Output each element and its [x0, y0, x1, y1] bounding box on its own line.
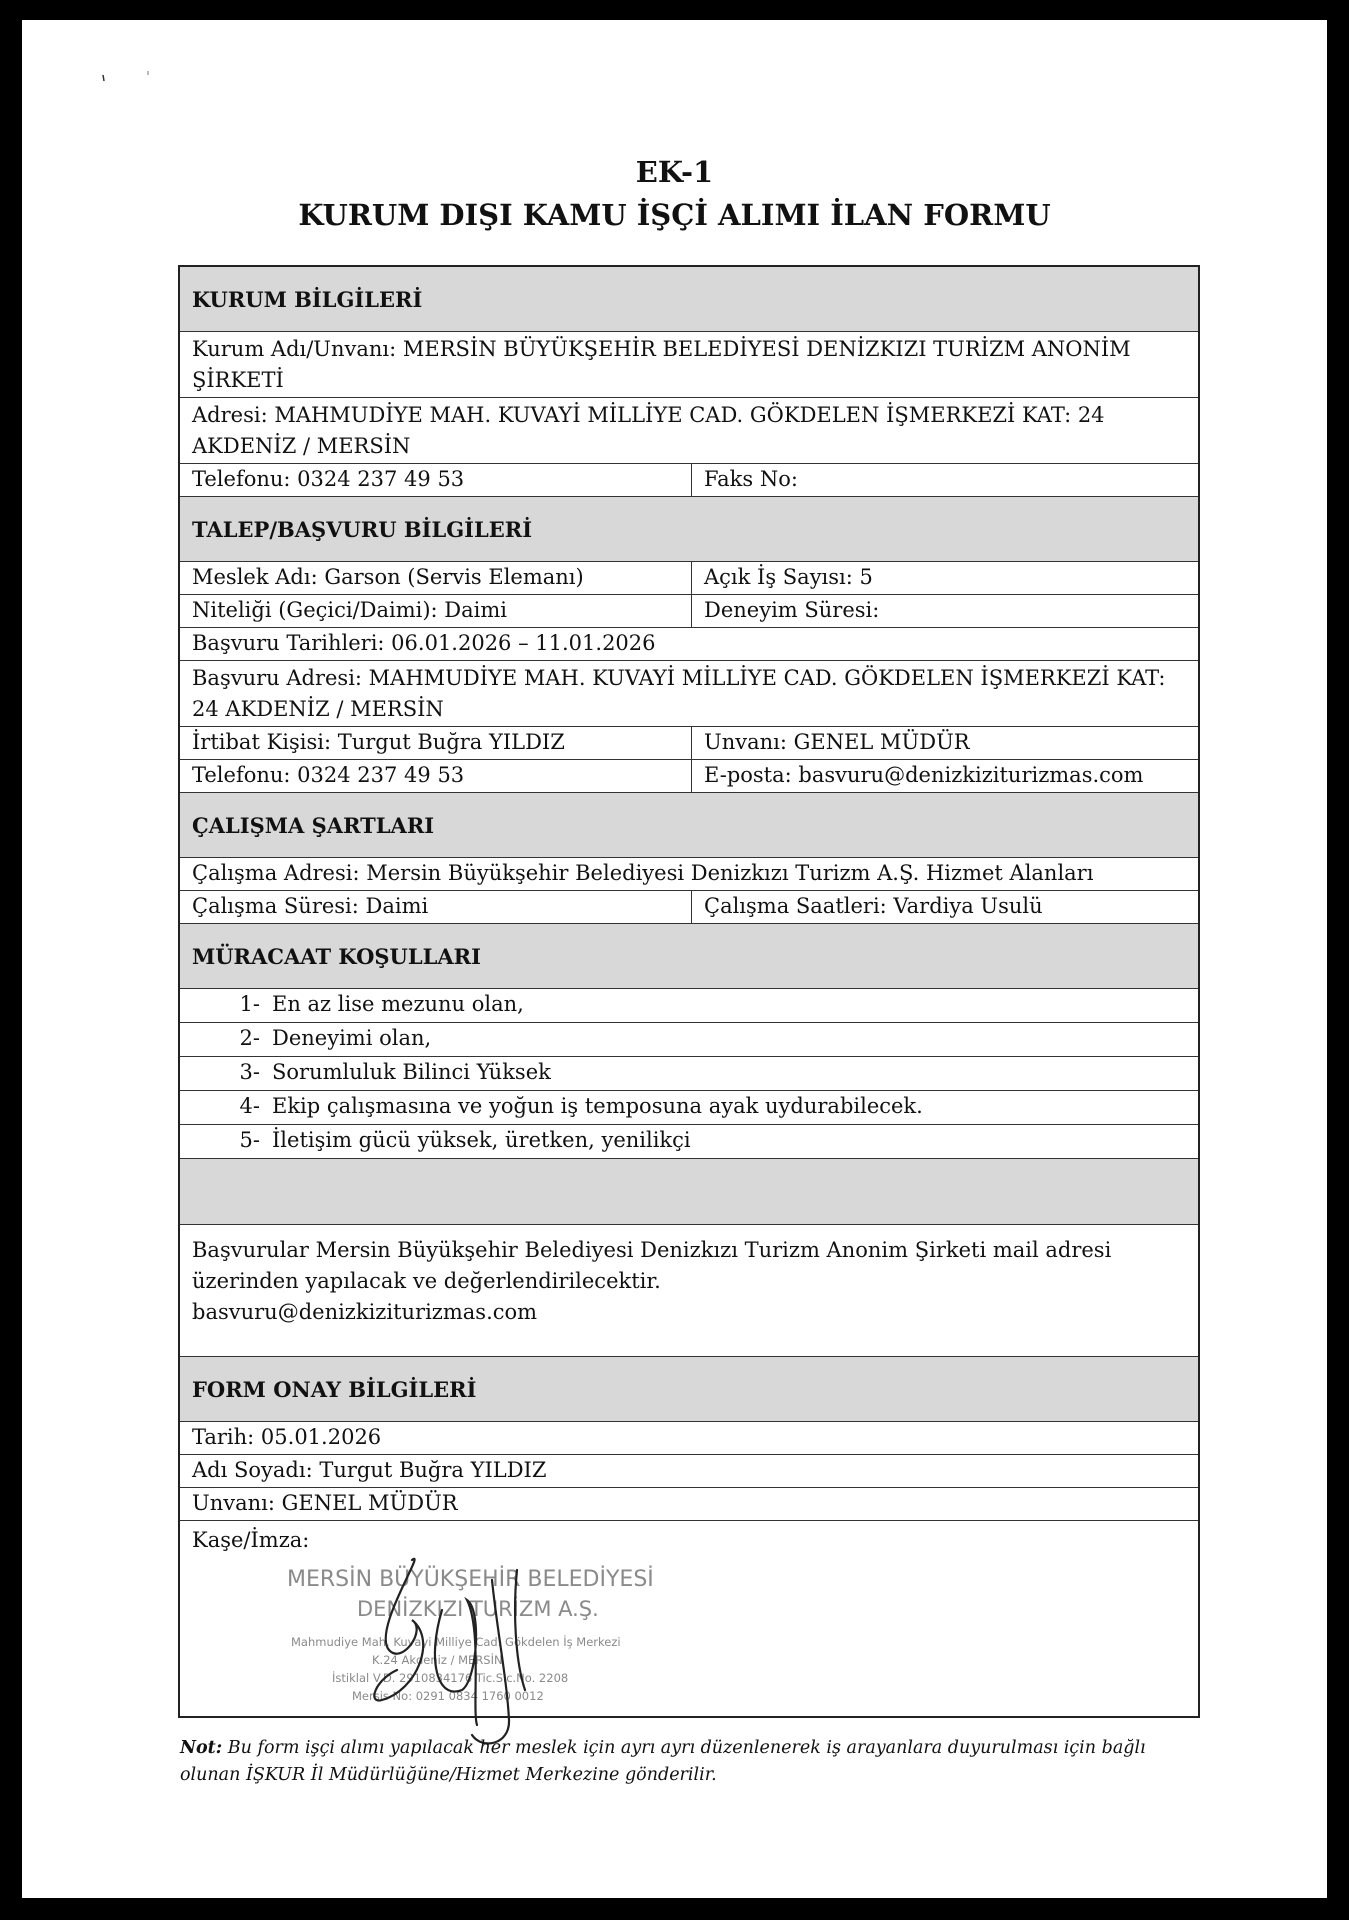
condition-text: Sorumluluk Bilinci Yüksek — [272, 1060, 551, 1084]
calisma-suresi: Çalışma Süresi: Daimi — [180, 891, 692, 923]
application-note — [180, 1225, 1198, 1357]
row-calisma-sure — [180, 891, 1198, 924]
condition-number: 1- — [239, 992, 260, 1016]
kurum-name: Kurum Adı/Unvanı: MERSİN BÜYÜKŞEHİR BELEDİYESİ DENİZKIZI TURİZM ANONİM ŞİRKETİ — [192, 337, 1131, 392]
calisma-saatleri: Çalışma Saatleri: Vardiya Usulü — [704, 894, 1043, 918]
condition-item — [180, 1057, 1198, 1090]
condition-item — [180, 989, 1198, 1022]
document-page — [22, 20, 1327, 1898]
basvuru-tarihleri: Başvuru Tarihleri: 06.01.2026 – 11.01.2026 — [192, 631, 656, 655]
company-stamp — [277, 1550, 697, 1750]
row-kurum-address — [180, 398, 1198, 464]
footnote-text: Bu form işçi alımı yapılacak her meslek için ayrı ayrı düzenlenerek iş arayanlara duyurulması için bağlı olunan İŞKUR İl Müdürlüğüne/Hizmet Merkezine gönderilir. — [180, 1738, 1146, 1785]
stamp-line: Mersis No: 0291 0834 1760 0012 — [352, 1689, 544, 1703]
condition-text: İletişim gücü yüksek, üretken, yenilikçi — [272, 1128, 691, 1152]
row-nitelik — [180, 595, 1198, 628]
section-muracaat-header: MÜRACAAT KOŞULLARI — [180, 924, 1198, 989]
kurum-fax: Faks No: — [704, 467, 798, 491]
talep-eposta: E-posta: basvuru@denizkiziturizmas.com — [704, 763, 1144, 787]
stamp-line: Mahmudiye Mah. Kuvayi Milliye Cad. Gökdelen İş Merkezi — [291, 1635, 621, 1649]
note-line: Başvurular Mersin Büyükşehir Belediyesi Denizkızı Turizm Anonim Şirketi mail adresi — [192, 1238, 1112, 1262]
section-calisma-header: ÇALIŞMA ŞARTLARI — [180, 793, 1198, 858]
condition-number: 2- — [239, 1026, 260, 1050]
row-onay-unvan — [180, 1488, 1198, 1521]
kase-imza-label: Kaşe/İmza: — [192, 1528, 310, 1552]
irtibat-kisisi: İrtibat Kişisi: Turgut Buğra YILDIZ — [180, 727, 692, 759]
condition-text: Deneyimi olan, — [272, 1026, 432, 1050]
meslek-adi: Meslek Adı: Garson (Servis Elemanı) — [180, 562, 692, 594]
stamp-line: K.24 Akdeniz / MERSİN — [372, 1653, 503, 1667]
kurum-address: Adresi: MAHMUDİYE MAH. KUVAYİ MİLLİYE CAD. GÖKDELEN İŞMERKEZİ KAT: 24 AKDENİZ / MERSİN — [192, 403, 1105, 458]
application-form — [178, 265, 1200, 1718]
condition-number: 5- — [239, 1128, 260, 1152]
onay-adi-soyadi: Adı Soyadı: Turgut Buğra YILDIZ — [192, 1458, 547, 1482]
condition-row — [180, 1091, 1198, 1125]
condition-row — [180, 1125, 1198, 1159]
condition-row — [180, 1023, 1198, 1057]
document-title: KURUM DIŞI KAMU İŞÇİ ALIMI İLAN FORMU — [298, 198, 1051, 232]
note-email: basvuru@denizkiziturizmas.com — [192, 1300, 538, 1324]
row-onay-adi — [180, 1455, 1198, 1488]
kurum-phone: Telefonu: 0324 237 49 53 — [180, 464, 692, 496]
row-irtibat — [180, 727, 1198, 760]
footnote — [180, 1735, 1205, 1789]
row-calisma-adresi — [180, 858, 1198, 891]
blank-gray-band — [180, 1159, 1198, 1225]
deneyim-suresi: Deneyim Süresi: — [704, 598, 880, 622]
section-talep-header: TALEP/BAŞVURU BİLGİLERİ — [180, 497, 1198, 562]
condition-number: 3- — [239, 1060, 260, 1084]
stamp-line: DENİZKIZI TURİZM A.Ş. — [357, 1597, 599, 1621]
footnote-label: Not: — [180, 1738, 223, 1758]
row-iletisim — [180, 760, 1198, 793]
row-kurum-name — [180, 332, 1198, 398]
niteligi: Niteliği (Geçici/Daimi): Daimi — [180, 595, 692, 627]
condition-number: 4- — [239, 1094, 260, 1118]
row-basvuru-adresi — [180, 661, 1198, 727]
condition-row — [180, 1057, 1198, 1091]
section-kurum-header: KURUM BİLGİLERİ — [180, 267, 1198, 332]
stamp-line: MERSİN BÜYÜKŞEHİR BELEDİYESİ — [287, 1567, 654, 1592]
section-onay-header: FORM ONAY BİLGİLERİ — [180, 1357, 1198, 1422]
condition-row — [180, 989, 1198, 1023]
condition-item — [180, 1091, 1198, 1124]
scan-specks — [22, 20, 222, 120]
row-meslek — [180, 562, 1198, 595]
talep-telefon: Telefonu: 0324 237 49 53 — [180, 760, 692, 792]
irtibat-unvan: Unvanı: GENEL MÜDÜR — [704, 730, 970, 754]
condition-text: En az lise mezunu olan, — [272, 992, 524, 1016]
row-tarihler — [180, 628, 1198, 661]
condition-item — [180, 1125, 1198, 1158]
basvuru-adresi: Başvuru Adresi: MAHMUDİYE MAH. KUVAYİ MİLLİYE CAD. GÖKDELEN İŞMERKEZİ KAT: 24 AKDENİZ / MERSİN — [192, 666, 1166, 721]
onay-unvan: Unvanı: GENEL MÜDÜR — [192, 1491, 458, 1515]
acik-is-sayisi: Açık İş Sayısı: 5 — [704, 565, 873, 589]
row-kurum-phone — [180, 464, 1198, 497]
note-line: üzerinden yapılacak ve değerlendirilecektir. — [192, 1269, 661, 1293]
condition-text: Ekip çalışmasına ve yoğun iş temposuna ayak uydurabilecek. — [272, 1094, 923, 1118]
document-code: EK-1 — [635, 155, 714, 189]
calisma-adresi: Çalışma Adresi: Mersin Büyükşehir Belediyesi Denizkızı Turizm A.Ş. Hizmet Alanları — [192, 861, 1094, 885]
stamp-line: İstiklal V.D. 2910834176 Tic.Sic.No. 2208 — [332, 1671, 569, 1685]
row-onay-tarih — [180, 1422, 1198, 1455]
condition-item — [180, 1023, 1198, 1056]
onay-tarih: Tarih: 05.01.2026 — [192, 1425, 382, 1449]
